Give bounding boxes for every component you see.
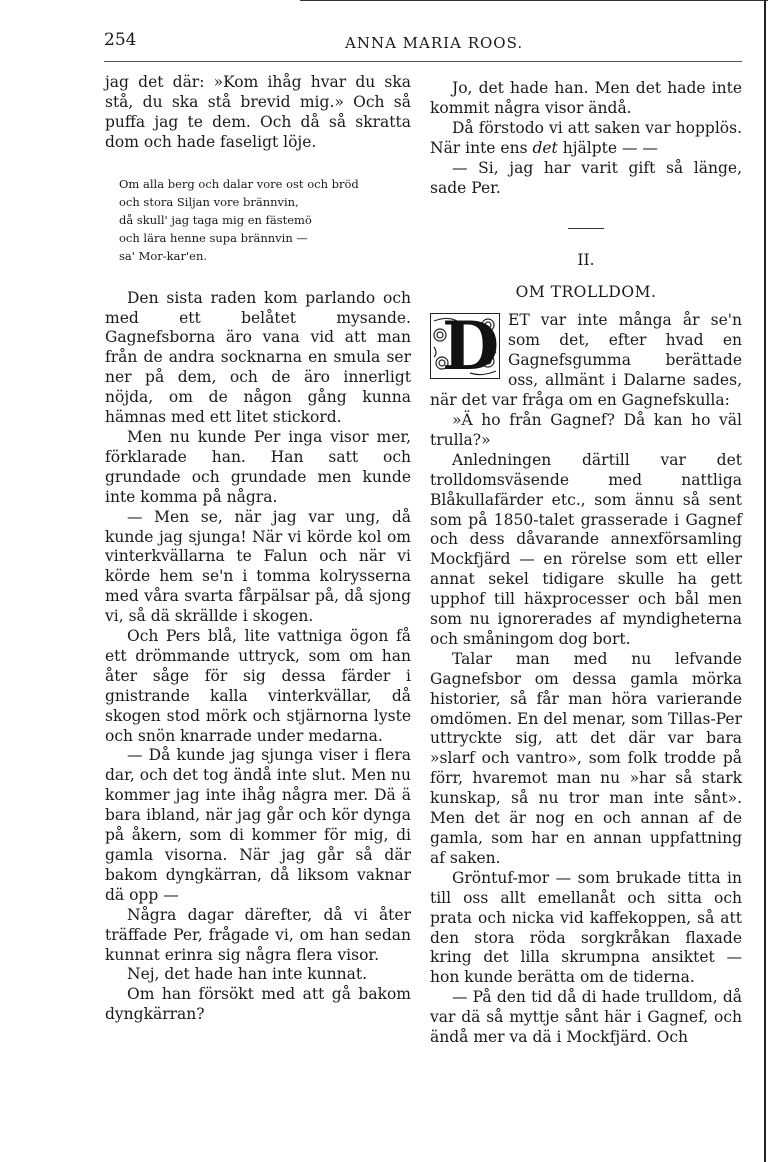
paragraph-text: Då förstodo vi att saken var hopplös. När inte ens (430, 118, 742, 157)
header-rule (104, 61, 742, 62)
poem-line: sa' Mor-kar'en. (119, 248, 208, 263)
paragraph: Jo, det hade han. Men det hade inte kommit några visor ändå. (430, 79, 742, 117)
paragraph: Och Pers blå, lite vattniga ögon få ett drömmande uttryck, som om han åter såge för sig dessa färder i gnistrande kalla vinterkvällar, då skogen stod mörk och stjärnorna lyste och snön knarrade under medarna. (105, 627, 411, 745)
left-column (105, 73, 411, 1025)
section-divider (568, 228, 604, 229)
paragraph: — På den tid då di hade trulldom, då var dä så myttje sånt här i Gagnef, och ändå mer va dä i Mockfjärd. Och (430, 988, 742, 1047)
opening-paragraph: jag det där: »Kom ihåg hvar du ska stå, du ska stå brevid mig.» Och så puffa jag te dem. Och då så skratta dom och hade faseligt löje. (105, 73, 411, 151)
poem-line: och lära henne supa brännvin — (119, 230, 308, 245)
emphasis: det (532, 138, 558, 157)
paragraph (430, 119, 742, 159)
paragraph: Gröntuf-mor — som brukade titta in till oss allt emellanåt och sitta och prata och nicka vid kaffekoppen, så att den stora röda sorgkråkan flaxade kring det lilla skrumpna ansiktet — hon kunde berätta om de tiderna. (430, 868, 742, 987)
dropcap-letter: D (442, 307, 500, 386)
ornamental-initial (430, 307, 500, 386)
poem (119, 175, 411, 265)
page-right-edge (764, 0, 766, 1162)
paragraph: Nej, det hade han inte kunnat. (127, 965, 368, 984)
paragraph-text: hjälpte — — (557, 138, 658, 157)
page-top-edge (300, 0, 768, 1)
paragraph: Anledningen därtill var det trolldomsväsende med nattliga Blåkullafärder etc., som ännu så sent som på 1850-talet grasserade i Gagnef och dess dåvarande annexförsamling Mockfjärd — en rörelse som ett eller annat sekel tidigare skulle ha gett upphof till häxprocesser och bål men som nu ignorerades af myndigheterna och småningom dog bort. (430, 450, 742, 648)
running-title: ANNA MARIA ROOS. (345, 34, 524, 52)
paragraph: — Si, jag har varit gift så länge, sade Per. (430, 158, 742, 197)
paragraph: — Men se, när jag var ung, då kunde jag sjunga! När vi körde kol om vinterkvällarna te Falun och när vi körde hem se'n i tomma kolrysserna med våra svarta fårpälsar på, då sjong vi, så dä skrällde i skogen. (105, 507, 411, 626)
paragraph: Några dagar därefter, då vi åter träffade Per, frågade vi, om han sedan kunnat erinra sig några flera visor. (105, 905, 411, 964)
paragraph: Talar man med nu lefvande Gagnefsbor om dessa gamla mörka historier, så får man höra varierande omdömen. En del menar, som Tillas-Per uttryckte sig, att det där var bara »slarf och vantro», som folk trodde på förr, hvaremot man nu »har så stark kunskap, så nu tror man inte sånt». Men det är nog en och annan af de gamla, som har en annan uppfattning af saken. (430, 649, 742, 867)
paragraph: Om han försökt med att gå bakom dyngkärran? (105, 985, 411, 1024)
page-number: 254 (104, 30, 137, 50)
paragraph: Den sista raden kom parlando och med ett belåtet mysande. Gagnefsborna äro vana vid att man från de andra socknarna en smula ser ner på dem, och de äro innerligt nöjda, om de någon gång kunna hämnas med ett litet stickord. (105, 288, 411, 427)
poem-line: och stora Siljan vore brännvin, (119, 194, 299, 209)
dropcap-text: ET var inte många år se'n som det, efter hvad en Gagnefsgumma berättade oss, allmänt i Dalarne sades, när det var fråga om en Gagnefskulla: (430, 311, 742, 410)
section-number: II. (577, 251, 595, 270)
right-column (430, 79, 742, 1048)
paragraph: — Då kunde jag sjunga viser i flera dar, och det tog ändå inte slut. Men nu kommer jag inte ihåg några mer. Dä ä bara ibland, när jag går och kör dynga på åkern, som di kommer för mig, di gamla visorna. När jag går så där bakom dyngkärran, då liksom vaknar dä opp — (105, 746, 411, 904)
poem-line: Om alla berg och dalar vore ost och bröd (119, 176, 359, 191)
dropcap-paragraph (430, 307, 742, 411)
poem-line: då skull' jag taga mig en fästemö (119, 212, 312, 227)
section-title: OM TROLLDOM. (515, 283, 657, 302)
paragraph: Men nu kunde Per inga visor mer, förklarade han. Han satt och grundade och grundade men kunde inte komma på några. (105, 427, 411, 506)
paragraph: »Ä ho från Gagnef? Då kan ho väl trulla?» (430, 410, 742, 449)
